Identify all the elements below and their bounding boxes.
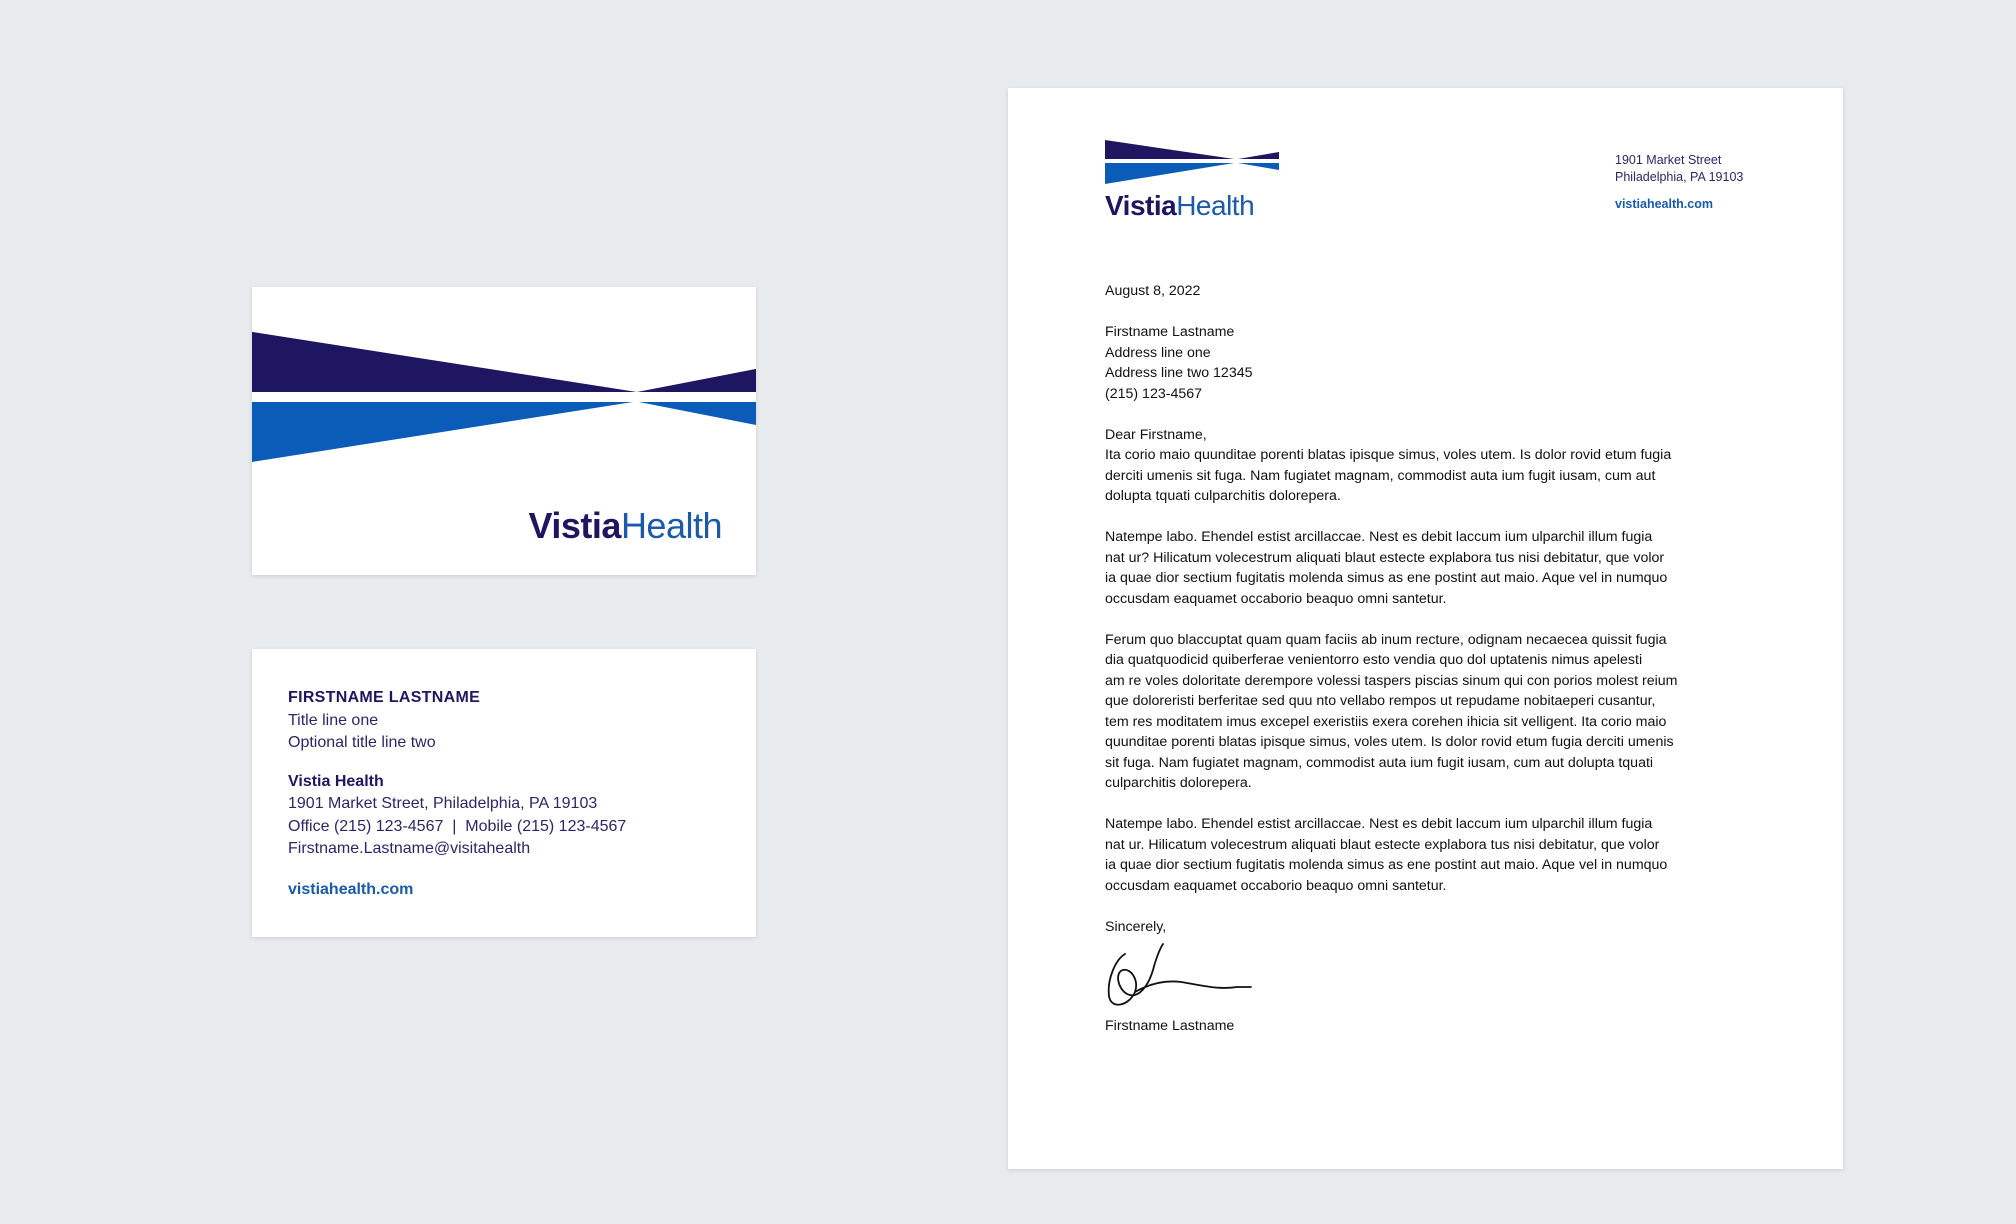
card-website: vistiahealth.com bbox=[288, 880, 414, 898]
card-org: Vistia Health bbox=[288, 772, 384, 790]
business-card-front bbox=[252, 287, 756, 575]
paragraph-line: que doloreristi berferitae sed quu nto vellabo rempos ut repudame nobitaeperi cusantur, bbox=[1105, 693, 1656, 709]
letterhead-logo bbox=[1105, 140, 1280, 220]
brand-wordmark bbox=[529, 505, 722, 547]
recipient-line: Firstname Lastname bbox=[1105, 324, 1235, 340]
logo-navy-right bbox=[1238, 152, 1279, 159]
card-contact-block bbox=[288, 687, 626, 901]
letterhead-address-2: Philadelphia, PA 19103 bbox=[1615, 170, 1744, 184]
letterhead-website: vistiahealth.com bbox=[1615, 197, 1713, 211]
paragraph-line: Natempe labo. Ehendel estist arcillaccae. Nest es debit laccum ium ulparchil illum fugia bbox=[1105, 816, 1653, 832]
wordmark-part-2: Health bbox=[620, 505, 722, 546]
letter-paragraphs bbox=[1105, 445, 1755, 896]
letter-recipient bbox=[1105, 322, 1755, 404]
paragraph-line: nat ur. Hilicatum volecestrum aliquati blaut estecte explabora tus nisi debitatur, que volor bbox=[1105, 836, 1660, 853]
brand-bars-graphic bbox=[252, 332, 756, 477]
card-address: 1901 Market Street, Philadelphia, PA 19103 bbox=[288, 795, 598, 812]
paragraph-line: sit fuga. Nam fugiatet magnam, commodist auta ium fugit iusam, cum aut dolupta tquati bbox=[1105, 754, 1654, 771]
signature-graphic bbox=[1105, 940, 1255, 1012]
card-name: FIRSTNAME LASTNAME bbox=[288, 689, 481, 706]
navy-bar-left bbox=[252, 332, 633, 392]
paragraph-line: ia quae dior sectium fugitatis molenda simus as ene postint aut maio. Aque vel in numquo bbox=[1105, 857, 1668, 873]
paragraph-line: dia quatquodicid quiberferae venientorro esto vendia quo dol uptatenis nimus apelesti bbox=[1105, 652, 1643, 668]
letter-date: August 8, 2022 bbox=[1105, 283, 1201, 299]
paragraph-line: nat ur? Hilicatum volecestrum aliquati blaut estecte explabora tus nisi debitatur, que volor bbox=[1105, 549, 1665, 566]
paragraph-line: derciti umenis sit fuga. Nam fugiatet magnam, commodist auta ium fugit iusam, cum aut bbox=[1105, 467, 1656, 484]
letter-paragraph bbox=[1105, 445, 1755, 507]
wordmark-part-1: Vistia bbox=[528, 505, 621, 546]
card-title-1: Title line one bbox=[288, 711, 379, 729]
recipient-line: Address line two 12345 bbox=[1105, 365, 1253, 381]
letter-signer: Firstname Lastname bbox=[1105, 1018, 1235, 1034]
letter-closing: Sincerely, bbox=[1105, 918, 1167, 935]
letterhead-wordmark bbox=[1105, 190, 1254, 222]
letter-paragraph bbox=[1105, 630, 1755, 794]
paragraph-line: tem res moditatem imus excepel exeristiis exera corehen ihicia sit velligent. Ita corio maio bbox=[1105, 713, 1667, 730]
letterhead-page bbox=[1008, 88, 1843, 1169]
logo-navy-left bbox=[1105, 140, 1234, 159]
blue-bar-left bbox=[252, 402, 633, 462]
paragraph-line: Ferum quo blaccuptat quam quam faciis ab inum recture, odignam necaecea quissit fugia bbox=[1105, 631, 1667, 648]
paragraph-line: am re voles doloritate derempore volessi taspers piscias sinum qui con porios molest reium bbox=[1105, 672, 1678, 689]
recipient-line: (215) 123-4567 bbox=[1105, 385, 1203, 402]
logo-blue-left bbox=[1105, 163, 1234, 184]
recipient-line: Address line one bbox=[1105, 344, 1211, 361]
wordmark-part-1: Vistia bbox=[1105, 190, 1177, 221]
letter-paragraph bbox=[1105, 527, 1755, 609]
paragraph-line: Ita corio maio quunditae porenti blatas ipisque simus, voles utem. Is dolor rovid etum fugia bbox=[1105, 447, 1672, 463]
paragraph-line: ia quae dior sectium fugitatis molenda simus as ene postint aut maio. Aque vel in numquo bbox=[1105, 570, 1668, 586]
paragraph-line: culparchitis dolorepera. bbox=[1105, 775, 1252, 791]
card-title-2: Optional title line two bbox=[288, 734, 436, 751]
paragraph-line: occusdam eaquamet occaborio beaquo omni santetur. bbox=[1105, 590, 1447, 607]
paragraph-line: Natempe labo. Ehendel estist arcillaccae. Nest es debit laccum ium ulparchil illum fugia bbox=[1105, 529, 1653, 545]
paragraph-line: dolupta tquati culparchitis dolorepera. bbox=[1105, 488, 1341, 504]
paragraph-line: quunditae porenti blatas ipisque simus, voles utem. Is dolor rovid etum fugia derciti umenis bbox=[1105, 734, 1674, 750]
business-card-back bbox=[252, 649, 756, 937]
letter-salutation: Dear Firstname, bbox=[1105, 426, 1207, 443]
paragraph-line: occusdam eaquamet occaborio beaquo omni santetur. bbox=[1105, 877, 1447, 894]
letter-paragraph bbox=[1105, 814, 1755, 896]
card-phones: Office (215) 123-4567 | Mobile (215) 123-4567 bbox=[288, 817, 627, 835]
logo-blue-right bbox=[1238, 163, 1279, 170]
wordmark-part-2: Health bbox=[1176, 190, 1255, 221]
letter-body bbox=[1105, 281, 1755, 937]
letterhead-address bbox=[1615, 152, 1743, 213]
blue-bar-right bbox=[639, 402, 756, 425]
letterhead-address-1: 1901 Market Street bbox=[1615, 153, 1722, 167]
card-email: Firstname.Lastname@visitahealth bbox=[288, 840, 531, 857]
logo-bars-graphic bbox=[1105, 140, 1279, 186]
